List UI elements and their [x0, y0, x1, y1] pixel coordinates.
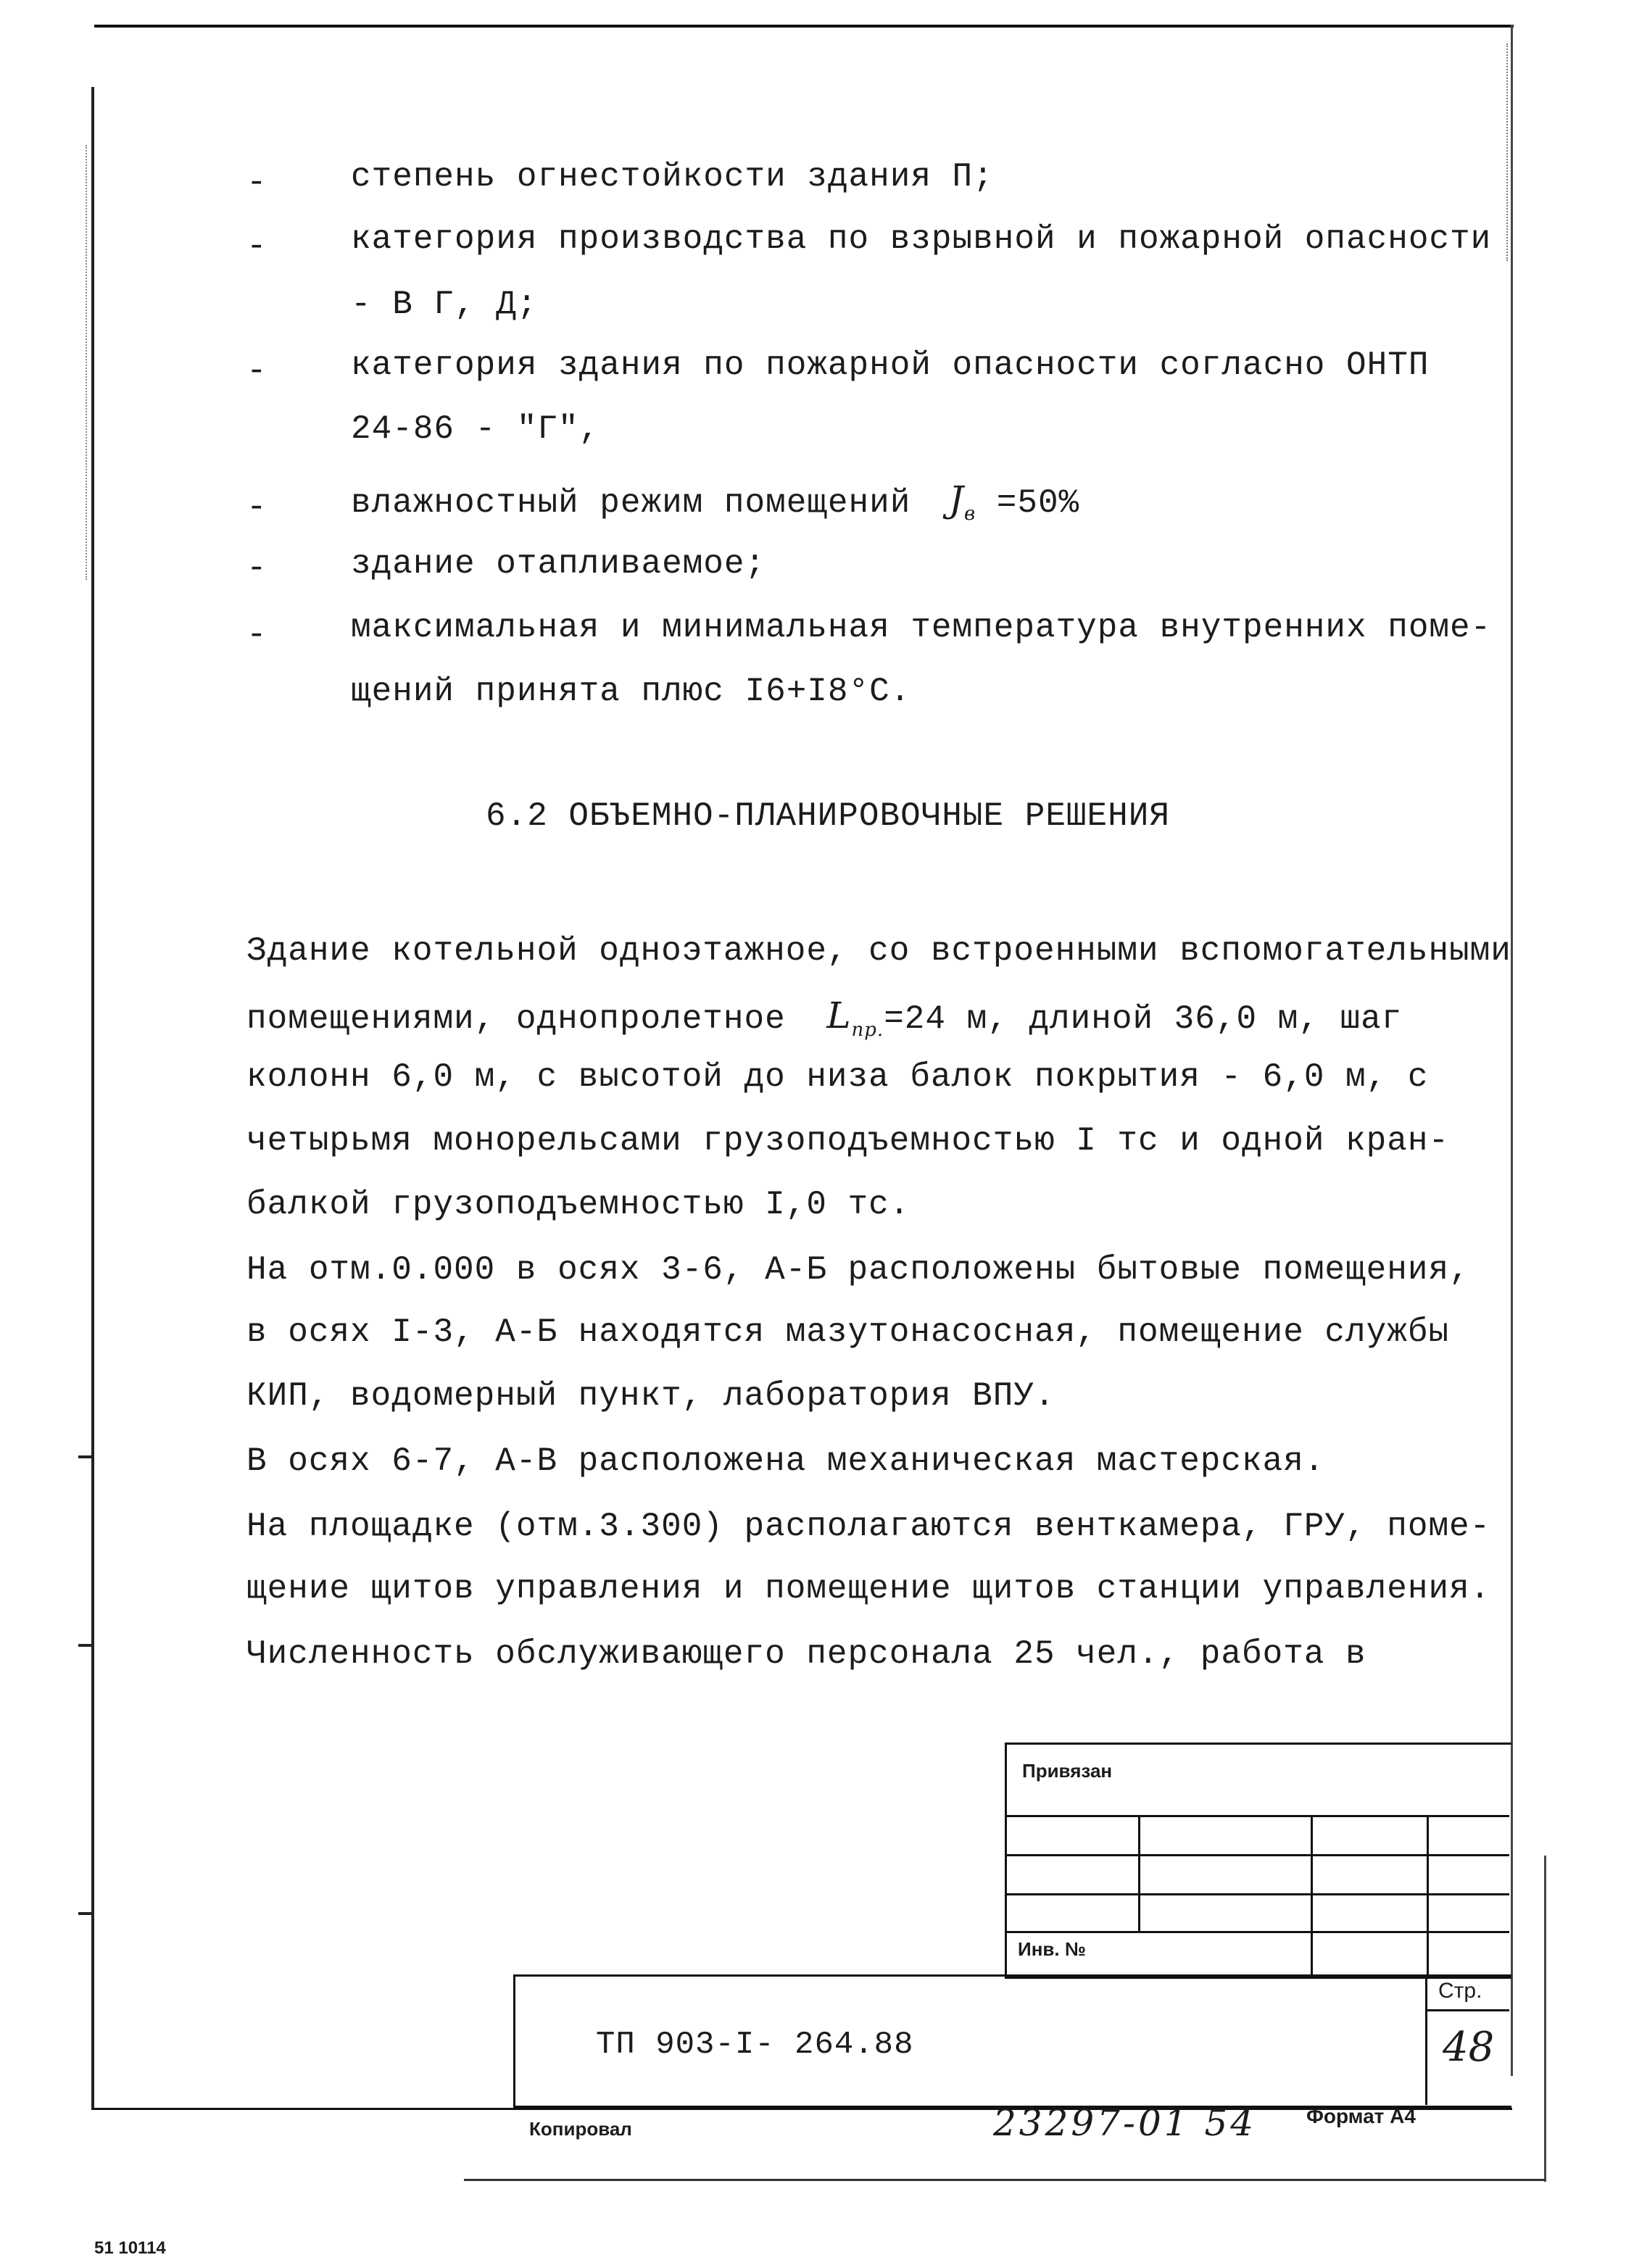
stamp-rule — [1005, 1931, 1509, 1933]
list-item-text: категория производства по взрывной и пожарной опасности — [351, 220, 1492, 258]
body-line: На отм.0.000 в осях 3-6, А-Б расположены бытовые помещения, — [246, 1251, 1470, 1289]
humidity-symbol-letter: J — [948, 478, 964, 520]
corner-code: 51 10114 — [94, 2238, 166, 2258]
margin-scan-marks — [1506, 43, 1509, 261]
outer-bottom-border — [464, 2179, 1546, 2181]
span-symbol-letter: L — [826, 994, 852, 1037]
list-item-text: степень огнестойкости здания П; — [351, 158, 994, 196]
page-number: 48 — [1443, 2024, 1495, 2071]
copied-by-label: Копировал — [529, 2118, 632, 2140]
list-item-text: щений принята плюс I6+I8°С. — [351, 673, 911, 710]
page-label: Стр. — [1438, 1979, 1482, 2003]
stamp-divider — [1311, 1815, 1313, 1974]
humidity-value: =50% — [996, 484, 1080, 522]
frame-left-border — [91, 87, 94, 2109]
humidity-label: влажностный режим помещений — [351, 484, 911, 522]
list-bullet: - — [246, 489, 267, 526]
stamp-rule — [1005, 1893, 1509, 1895]
stamp-divider — [1427, 1815, 1429, 1974]
stamp-rule — [1005, 1854, 1509, 1856]
body-line: В осях 6-7, А-В расположена механическая мастерская. — [246, 1442, 1325, 1480]
list-bullet: - — [246, 616, 267, 654]
span-subscript: пр. — [851, 1019, 884, 1041]
section-heading: 6.2 ОБЪЕМНО-ПЛАНИРОВОЧНЫЕ РЕШЕНИЯ — [486, 797, 1170, 835]
margin-tick — [78, 1455, 94, 1458]
list-bullet: - — [246, 164, 267, 202]
stamp-rule — [1425, 2009, 1509, 2011]
format-label: Формат А4 — [1306, 2105, 1416, 2127]
margin-scan-marks — [86, 145, 88, 580]
list-item-text: категория здания по пожарной опасности согласно ОНТП — [351, 346, 1430, 384]
body-line-part: =24 м, длиной 36,0 м, шаг — [884, 1000, 1403, 1038]
frame-top-border — [94, 25, 1514, 28]
list-bullet: - — [246, 352, 267, 390]
margin-tick — [78, 1912, 94, 1915]
list-item-text: здание отапливаемое; — [351, 545, 766, 583]
list-item-text: - В Г, Д; — [351, 286, 538, 323]
outer-right-border — [1544, 1856, 1546, 2182]
margin-tick — [78, 1644, 94, 1647]
binding-label: Привязан — [1022, 1760, 1113, 1782]
stamp-divider — [1425, 1974, 1427, 2105]
body-line: На площадке (отм.3.300) располагаются венткамера, ГРУ, поме- — [246, 1508, 1491, 1545]
span-symbol — [826, 994, 884, 1041]
body-line: Здание котельной одноэтажное, со встроенными вспомогательными — [246, 932, 1511, 970]
list-item-text: максимальная и минимальная температура внутренних поме- — [351, 609, 1492, 647]
body-line — [246, 994, 1402, 1041]
list-item-text — [351, 478, 1079, 525]
body-line: в осях I-3, А-Б находятся мазутонасосная, помещение службы — [246, 1313, 1450, 1351]
body-line: КИП, водомерный пункт, лаборатория ВПУ. — [246, 1377, 1055, 1415]
body-line: Численность обслуживающего персонала 25 чел., работа в — [246, 1635, 1366, 1673]
list-item-text: 24-86 - "Г", — [351, 410, 600, 448]
inventory-number-label: Инв. № — [1018, 1938, 1086, 1960]
stamp-divider — [1138, 1815, 1140, 1931]
list-bullet: - — [246, 228, 267, 265]
body-line: колонн 6,0 м, с высотой до низа балок покрытия - 6,0 м, с — [246, 1058, 1429, 1096]
stamp-rule — [1005, 1815, 1509, 1817]
document-code: ТП 903-I- 264.88 — [596, 2027, 914, 2063]
humidity-subscript: в — [963, 503, 976, 525]
humidity-symbol — [948, 478, 976, 525]
body-line: балкой грузоподъемностью I,0 тс. — [246, 1186, 911, 1224]
body-line: щение щитов управления и помещение щитов станции управления. — [246, 1570, 1491, 1608]
archive-serial: 23297-01 54 — [993, 2102, 1257, 2144]
list-bullet: - — [246, 549, 267, 587]
body-line-part: помещениями, однопролетное — [246, 1000, 786, 1038]
frame-bottom-border — [91, 2108, 1512, 2110]
body-line: четырьмя монорельсами грузоподъемностью I тс и одной кран- — [246, 1122, 1450, 1160]
